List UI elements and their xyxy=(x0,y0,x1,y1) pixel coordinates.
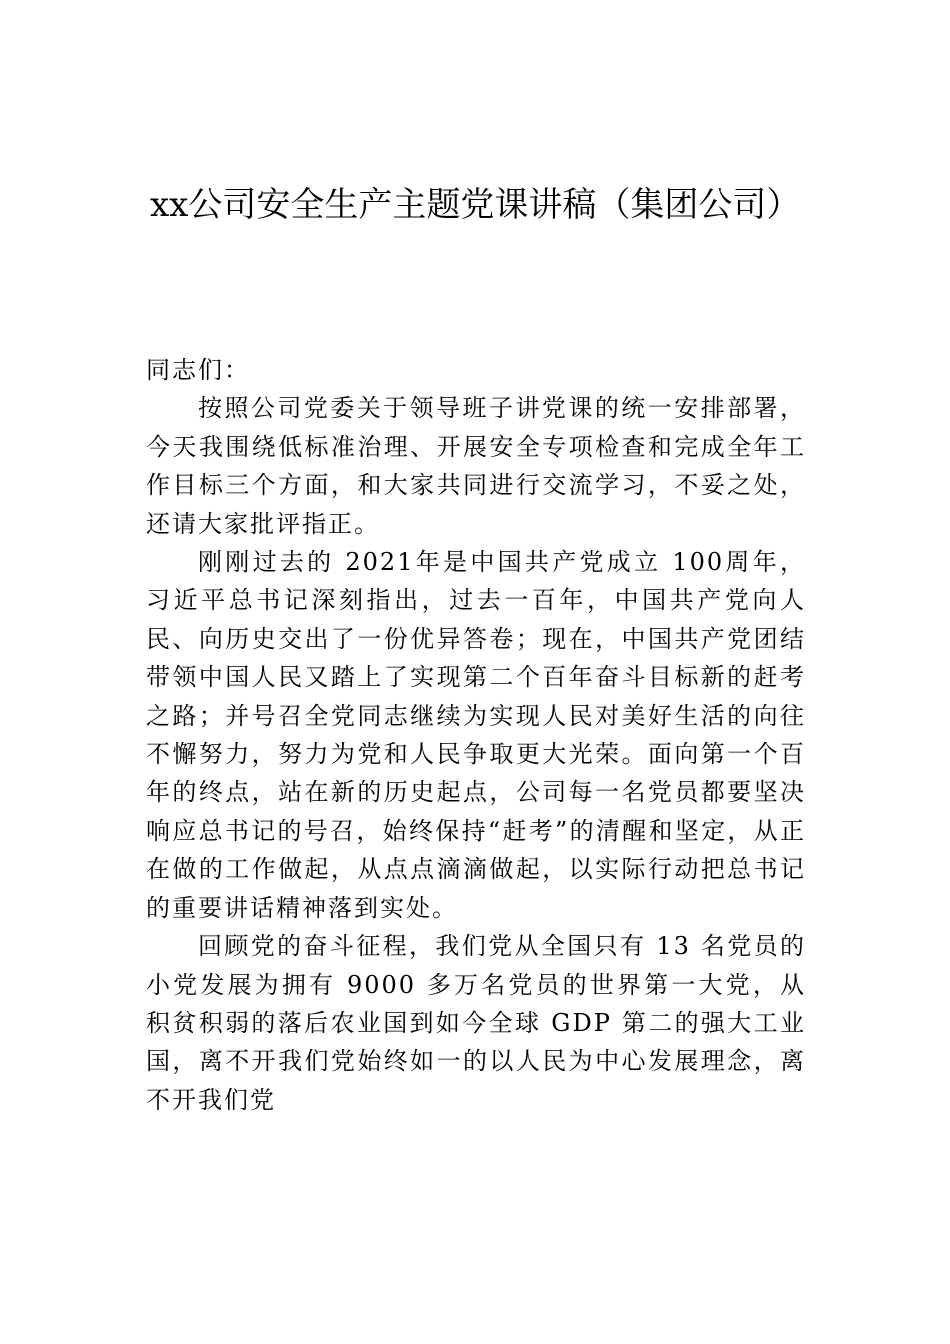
salutation: 同志们： xyxy=(146,356,250,384)
paragraph-3: 回顾党的奋斗征程，我们党从全国只有 13 名党员的小党发展为拥有 9000 多万名党员的世界第一大党，从积贫积弱的落后农业国到如今全球 GDP 第二的强大工业国，离不开我们党始终如一的以人民为中心发展理念，离不开我们党 xyxy=(146,932,806,1114)
document-body xyxy=(146,351,806,1119)
document-title: xx公司安全生产主题党课讲稿（集团公司） xyxy=(150,185,801,225)
paragraph-1: 按照公司党委关于领导班子讲党课的统一安排部署，今天我围绕低标准治理、开展安全专项检查和完成全年工作目标三个方面，和大家共同进行交流学习，不妥之处，还请大家批评指正。 xyxy=(146,394,806,538)
paragraph-2: 刚刚过去的 2021年是中国共产党成立 100周年，习近平总书记深刻指出，过去一百年，中国共产党向人民、向历史交出了一份优异答卷；现在，中国共产党团结带领中国人民又踏上了实现第二个百年奋斗目标新的赶考之路；并号召全党同志继续为实现人民对美好生活的向往不懈努力，努力为党和人民争取更大光荣。面向第一个百年的终点，站在新的历史起点，公司每一名党员都要坚决响应总书记的号召，始终保持“赶考”的清醒和坚定，从正在做的工作做起，从点点滴滴做起，以实际行动把总书记的重要讲话精神落到实处。 xyxy=(146,548,806,922)
